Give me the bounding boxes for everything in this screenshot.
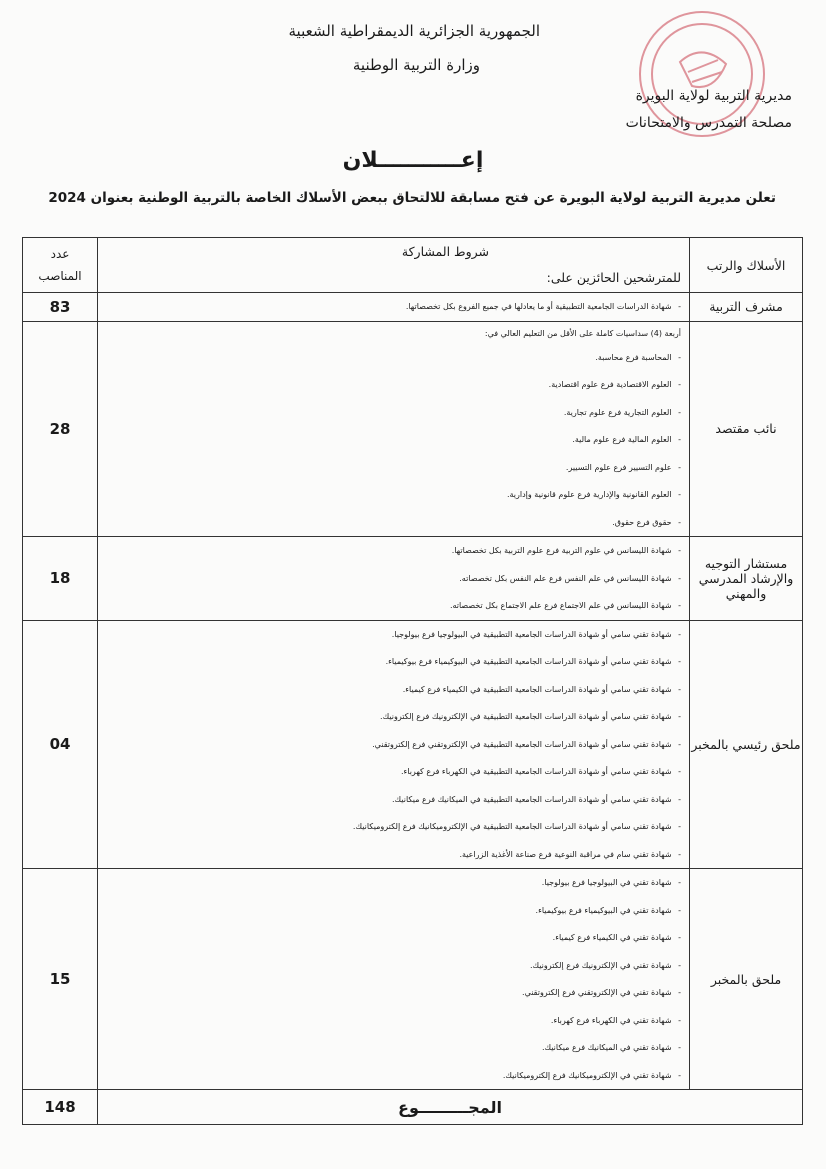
list-item: - شهادة الليسانس في علوم التربية فرع علوم التربية بكل تخصصاتها.	[98, 537, 681, 565]
list-item: - شهادة تقني في البيوكيمياء فرع بيوكيمياء.	[98, 897, 681, 925]
conditions-cell	[98, 537, 690, 621]
table-row	[23, 321, 803, 537]
total-row	[23, 1090, 803, 1125]
rank-cell: نائب مقتصد	[690, 321, 803, 537]
list-item: - شهادة تقني في الإلكترونيك فرع إلكترونيك.	[98, 952, 681, 980]
count-cell: 15	[23, 869, 98, 1090]
count-cell: 18	[23, 537, 98, 621]
list-item: - شهادة تقني في الإلكتروميكانيك فرع إلكتروميكانيك.	[98, 1062, 681, 1090]
list-item: - العلوم القانونية والإدارية فرع علوم قانونية وإدارية.	[98, 481, 681, 509]
list-item: - شهادة تقني في الميكانيك فرع ميكانيك.	[98, 1034, 681, 1062]
table-row	[23, 620, 803, 869]
table-row	[23, 293, 803, 322]
conditions-list	[98, 869, 681, 1089]
conditions-intro: أربعة (4) سداسيات كاملة على الأقل من التعليم العالي في:	[484, 328, 681, 338]
rank-cell: ملحق بالمخبر	[690, 869, 803, 1090]
list-item: - شهادة تقني سامي أو شهادة الدراسات الجامعية التطبيقية في البيولوجيا فرع بيولوجيا.	[98, 621, 681, 649]
header-rank: الأسلاك والرتب	[690, 238, 803, 293]
list-item: - شهادة تقني سامي أو شهادة الدراسات الجامعية التطبيقية في الإلكتروتقني فرع إلكتروتقني.	[98, 731, 681, 759]
conditions-list	[98, 537, 681, 620]
list-item: - شهادة تقني في الإلكتروتقني فرع إلكتروتقني.	[98, 979, 681, 1007]
list-item: - شهادة تقني سامي أو شهادة الدراسات الجامعية التطبيقية في الإلكتروميكانيك فرع إلكتروميكانيك.	[98, 813, 681, 841]
conditions-list	[98, 293, 681, 321]
list-item: - العلوم الاقتصادية فرع علوم اقتصادية.	[98, 371, 681, 399]
list-item: - شهادة تقني سامي أو شهادة الدراسات الجامعية التطبيقية في الميكانيك فرع ميكانيك.	[98, 786, 681, 814]
table-row	[23, 537, 803, 621]
list-item: - شهادة الليسانس في علم الاجتماع فرع علم الاجتماع بكل تخصصاته.	[98, 592, 681, 620]
ministry-heading: وزارة التربية الوطنية	[352, 56, 480, 74]
directorate-heading: مديرية التربية لولاية البويرة	[635, 88, 792, 104]
header-conditions-label: شروط المشاركة	[401, 244, 489, 259]
list-item: - العلوم التجارية فرع علوم تجارية.	[98, 399, 681, 427]
conditions-list	[98, 621, 681, 869]
list-item: - العلوم المالية فرع علوم مالية.	[98, 426, 681, 454]
list-item: - شهادة الدراسات الجامعية التطبيقية أو ما يعادلها في جميع الفروع بكل تخصصاتها.	[98, 293, 681, 321]
conditions-cell	[98, 293, 690, 322]
list-item: - المحاسبة فرع محاسبة.	[98, 344, 681, 372]
republic-heading: الجمهورية الجزائرية الديمقراطية الشعبية	[288, 22, 540, 40]
list-item: - شهادة تقني في البيولوجيا فرع بيولوجيا.	[98, 869, 681, 897]
list-item: - شهادة تقني في الكهرباء فرع كهرباء.	[98, 1007, 681, 1035]
list-item: - شهادة تقني سامي أو شهادة الدراسات الجامعية التطبيقية في الكهرباء فرع كهرباء.	[98, 758, 681, 786]
count-cell: 83	[23, 293, 98, 322]
list-item: - شهادة تقني في الكيمياء فرع كيمياء.	[98, 924, 681, 952]
rank-cell: مستشار التوجيه والإرشاد المدرسي والمهني	[690, 537, 803, 621]
positions-table	[22, 237, 803, 1125]
list-item: - علوم التسيير فرع علوم التسيير.	[98, 454, 681, 482]
list-item: - شهادة تقني سامي أو شهادة الدراسات الجامعية التطبيقية في الإلكترونيك فرع إلكترونيك.	[98, 703, 681, 731]
list-item: - شهادة تقني سام في مراقبة النوعية فرع صناعة الأغذية الزراعية.	[98, 841, 681, 869]
count-cell: 28	[23, 321, 98, 537]
conditions-cell	[98, 321, 690, 537]
count-cell: 04	[23, 620, 98, 869]
table-row	[23, 869, 803, 1090]
announcement-text: تعلن مديرية التربية لولاية البويرة عن فتح مسابقة للالتحاق ببعض الأسلاك الخاصة بالتربية الوطنية بعنوان 2024	[48, 190, 776, 206]
rank-cell: ملحق رئيسي بالمخبر	[690, 620, 803, 869]
header-count-line2: المناصب	[38, 269, 82, 283]
list-item: - شهادة تقني سامي أو شهادة الدراسات الجامعية التطبيقية في البيوكيمياء فرع بيوكيمياء.	[98, 648, 681, 676]
total-label: المجـــــــــوع	[98, 1090, 803, 1125]
list-item: - شهادة الليسانس في علم النفس فرع علم النفس بكل تخصصاته.	[98, 565, 681, 593]
conditions-cell	[98, 869, 690, 1090]
header-conditions	[98, 238, 690, 293]
list-item: - شهادة تقني سامي أو شهادة الدراسات الجامعية التطبيقية في الكيمياء فرع كيمياء.	[98, 676, 681, 704]
announcement-title: إعـــــــــــلان	[342, 148, 484, 173]
service-heading: مصلحة التمدرس والامتحانات	[625, 115, 792, 131]
list-item: - حقوق فرع حقوق.	[98, 509, 681, 537]
header-count-line1: عدد	[50, 247, 70, 261]
table-header-row	[23, 238, 803, 293]
conditions-cell	[98, 620, 690, 869]
total-count: 148	[23, 1090, 98, 1125]
header-count	[23, 238, 98, 293]
rank-cell: مشرف التربية	[690, 293, 803, 322]
conditions-list	[98, 344, 681, 537]
header-conditions-sub: للمترشحين الحائزين على:	[546, 270, 681, 285]
